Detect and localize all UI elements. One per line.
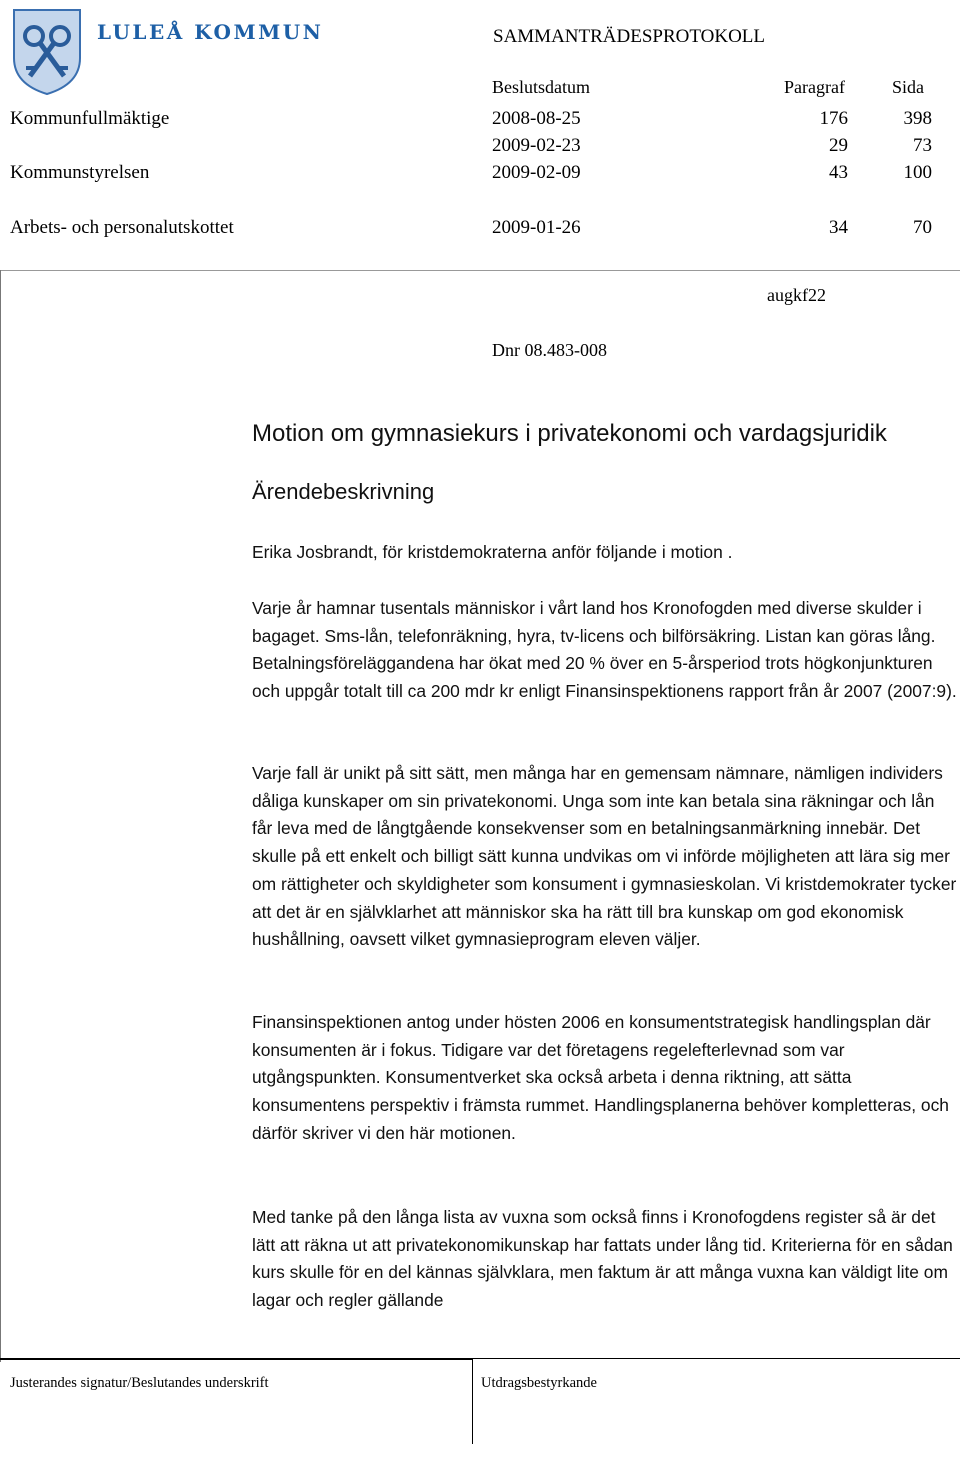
paragraph: Varje år hamnar tusentals människor i vårt land hos Kronofogden med diverse skulder i bagaget. Sms-lån, telefonräkning, hyra, tv-licens och bilförsäkring. Listan kan göras lång. Betalningsföreläggandena har ökat med 20 % över en 5-årsperiod trots högkonjunkturen och uppgår totalt till ca 200 mdr kr enligt Finansinspektionens rapport från år 2007 (2007:9). bbox=[252, 598, 957, 702]
signature-label: Justerandes signatur/Beslutandes underskrift bbox=[10, 1375, 269, 1391]
frame-left-border bbox=[0, 270, 1, 1362]
footer-rule-left bbox=[0, 1358, 472, 1360]
case-number: Dnr 08.483-008 bbox=[492, 340, 607, 360]
body-name: Kommunfullmäktige bbox=[10, 108, 170, 129]
section-heading: Ärendebeskrivning bbox=[252, 479, 435, 504]
paragraph-number: 29 bbox=[829, 135, 848, 156]
body-name: Arbets- och personalutskottet bbox=[10, 217, 234, 238]
column-header-date: Beslutsdatum bbox=[492, 77, 590, 97]
page-number: 70 bbox=[913, 217, 932, 238]
decision-date: 2009-01-26 bbox=[492, 217, 581, 238]
footer-rule-right bbox=[472, 1358, 960, 1359]
municipality-name: LULEÅ KOMMUN bbox=[97, 20, 324, 44]
body-name: Kommunstyrelsen bbox=[10, 162, 150, 183]
reference-code: augkf22 bbox=[767, 285, 826, 305]
page-number: 73 bbox=[913, 135, 932, 156]
footer-divider bbox=[472, 1358, 473, 1444]
frame-top-border bbox=[0, 270, 960, 271]
column-header-paragraph: Paragraf bbox=[784, 77, 845, 97]
paragraph: Erika Josbrandt, för kristdemokraterna anför följande i motion . bbox=[252, 542, 733, 562]
paragraph-number: 43 bbox=[829, 162, 848, 183]
page-number: 100 bbox=[903, 162, 932, 183]
decision-date: 2009-02-23 bbox=[492, 135, 581, 156]
paragraph: Varje fall är unikt på sitt sätt, men många har en gemensam nämnare, nämligen individers dåliga kunskaper om sin privatekonomi. Unga som inte kan betala sina räkningar och lån får leva med de långtgående konsekvenser som en betalningsanmärkning innebär. Det skulle på ett enkelt och billigt sätt kunna undvikas om vi införde möjligheten att lära sig mer om rättigheter och skyldigheter som konsument i gymnasieskolan. Vi kristdemokrater tycker att det är en självklarhet att människor ska ha rätt till bra kunskap om god ekonomisk hushållning, oavsett vilket gymnasieprogram eleven väljer. bbox=[252, 763, 957, 950]
municipality-coat-of-arms bbox=[10, 6, 84, 96]
paragraph-number: 176 bbox=[819, 108, 848, 129]
page-number: 398 bbox=[903, 108, 932, 129]
certification-label: Utdragsbestyrkande bbox=[481, 1375, 597, 1391]
column-header-page: Sida bbox=[892, 77, 925, 97]
document-title: Motion om gymnasiekurs i privatekonomi och vardagsjuridik bbox=[252, 420, 887, 447]
paragraph: Finansinspektionen antog under hösten 2006 en konsumentstrategisk handlingsplan där konsumenten är i fokus. Tidigare var det företagens regelefterlevnad som var utgångspunkten. Konsumentverket ska också arbeta i denna riktning, att sätta konsumentens perspektiv i främsta rummet. Handlingsplanerna behöver kompletteras, och därför skriver vi den här motionen. bbox=[252, 1012, 949, 1143]
decision-date: 2009-02-09 bbox=[492, 162, 581, 183]
paragraph-number: 34 bbox=[829, 217, 848, 238]
document-type: SAMMANTRÄDESPROTOKOLL bbox=[493, 26, 766, 47]
decision-date: 2008-08-25 bbox=[492, 108, 581, 129]
paragraph: Med tanke på den långa lista av vuxna som också finns i Kronofogdens register så är det lätt att räkna ut att privatekonomikunskap har fattats under lång tid. Kriterierna för en sådan kurs skulle för en del kännas självklara, men faktum är att många vuxna kan väldigt lite om lagar och regler gällande bbox=[252, 1207, 953, 1311]
